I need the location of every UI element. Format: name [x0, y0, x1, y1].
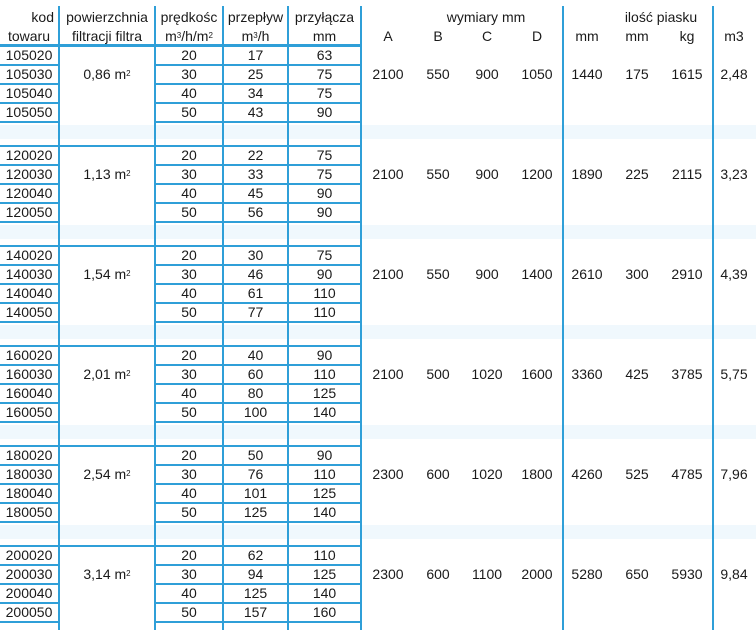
speed-value: 30: [181, 265, 197, 282]
flow-value: 62: [247, 546, 264, 563]
product-code: 105040: [5, 84, 53, 101]
filter-area: 0,86 m 2: [83, 65, 131, 82]
flow-value: 17: [247, 46, 264, 63]
speed-value: 20: [181, 346, 197, 363]
dim-a-value: 2300: [372, 565, 404, 582]
column-divider: [562, 6, 564, 630]
row-divider: [156, 521, 360, 523]
sand-m3-value: 9,84: [720, 565, 748, 582]
flow-value: 33: [247, 165, 264, 182]
dim-c-value: 1020: [471, 465, 503, 482]
row-divider: [0, 221, 58, 223]
flow-value: 94: [247, 565, 264, 582]
flow-value: 101: [243, 484, 268, 501]
product-code: 140030: [5, 265, 53, 282]
product-code: 120050: [5, 203, 53, 220]
header-towaru: towaru: [7, 28, 51, 44]
dim-a-value: 2100: [372, 265, 404, 282]
sand-kg-value: 1615: [671, 65, 703, 82]
dim-b-value: 600: [426, 465, 450, 482]
sand-m3-value: 4,39: [720, 265, 748, 282]
dim-c-value: 1100: [471, 565, 503, 582]
product-code: 200030: [5, 565, 53, 582]
flow-value: 43: [247, 103, 264, 120]
header-predkosc-unit: m 3 /h/m 2: [165, 28, 213, 44]
sand-mm2-value: 425: [625, 365, 649, 382]
connection-value: 140: [312, 584, 337, 601]
row-divider: [156, 621, 360, 623]
dim-b-value: 600: [426, 565, 450, 582]
speed-value: 40: [181, 84, 197, 101]
speed-value: 30: [181, 565, 197, 582]
sand-mm2-value: 650: [625, 565, 649, 582]
row-divider: [0, 621, 58, 623]
row-divider: [0, 521, 58, 523]
connection-value: 75: [316, 246, 333, 263]
row-divider: [156, 121, 360, 123]
speed-value: 50: [181, 403, 197, 420]
speed-value: 20: [181, 446, 197, 463]
flow-value: 30: [247, 246, 264, 263]
dim-c-value: 900: [475, 165, 499, 182]
connection-value: 140: [312, 503, 337, 520]
speed-value: 20: [181, 246, 197, 263]
product-code: 120040: [5, 184, 53, 201]
header-dim-c: C: [481, 28, 493, 44]
flow-value: 80: [247, 384, 264, 401]
row-divider: [0, 145, 360, 147]
connection-value: 140: [312, 403, 337, 420]
column-divider: [222, 6, 224, 630]
header-sand-mm1: mm: [575, 28, 599, 44]
dim-c-value: 1020: [471, 365, 503, 382]
sand-mm1-value: 1890: [571, 165, 603, 182]
flow-value: 34: [247, 84, 264, 101]
row-divider: [0, 121, 58, 123]
flow-value: 76: [247, 465, 264, 482]
flow-value: 46: [247, 265, 264, 282]
connection-value: 125: [312, 484, 337, 501]
speed-value: 20: [181, 546, 197, 563]
product-code: 200020: [5, 546, 53, 563]
dim-b-value: 550: [426, 65, 450, 82]
connection-value: 75: [316, 65, 333, 82]
product-code: 200050: [5, 603, 53, 620]
sand-kg-value: 2910: [671, 265, 703, 282]
connection-value: 110: [313, 303, 336, 320]
connection-value: 90: [316, 184, 333, 201]
sand-m3-value: 3,23: [720, 165, 748, 182]
connection-value: 110: [313, 284, 336, 301]
product-code: 120020: [5, 146, 53, 163]
filter-area: 2,54 m 2: [83, 465, 131, 482]
connection-value: 90: [316, 203, 333, 220]
sand-mm1-value: 2610: [571, 265, 603, 282]
flow-value: 50: [247, 446, 264, 463]
dim-b-value: 550: [426, 165, 450, 182]
speed-value: 50: [181, 103, 197, 120]
product-code: 105050: [5, 103, 53, 120]
speed-value: 30: [181, 165, 197, 182]
header-przeplyw-unit: m 3 /h: [241, 28, 270, 44]
flow-value: 125: [243, 503, 268, 520]
sand-mm2-value: 225: [625, 165, 649, 182]
group-separator: [0, 325, 756, 339]
product-code: 105020: [5, 46, 53, 63]
filter-area: 1,54 m 2: [83, 265, 131, 282]
connection-value: 125: [312, 565, 337, 582]
sand-kg-value: 5930: [671, 565, 703, 582]
flow-value: 56: [247, 203, 264, 220]
sand-mm1-value: 3360: [571, 365, 603, 382]
product-code: 200040: [5, 584, 53, 601]
speed-value: 40: [181, 184, 197, 201]
group-separator: [0, 125, 756, 139]
flow-value: 125: [243, 584, 268, 601]
dim-a-value: 2300: [372, 465, 404, 482]
speed-value: 40: [181, 584, 197, 601]
filter-area: 3,14 m 2: [83, 565, 131, 582]
row-divider: [156, 321, 360, 323]
header-dim-b: B: [433, 28, 443, 44]
product-code: 180030: [5, 465, 53, 482]
speed-value: 20: [181, 146, 197, 163]
speed-value: 30: [181, 65, 197, 82]
connection-value: 90: [316, 265, 333, 282]
speed-value: 50: [181, 203, 197, 220]
connection-value: 75: [316, 84, 333, 101]
header-dim-d: D: [531, 28, 543, 44]
sand-kg-value: 3785: [671, 365, 703, 382]
header-sand-m3: m3: [724, 28, 744, 44]
flow-value: 45: [247, 184, 264, 201]
dim-d-value: 2000: [521, 565, 553, 582]
flow-value: 25: [247, 65, 264, 82]
dim-c-value: 900: [475, 265, 499, 282]
connection-value: 63: [316, 46, 333, 63]
sand-mm1-value: 4260: [571, 465, 603, 482]
row-divider: [0, 321, 58, 323]
connection-value: 90: [316, 346, 333, 363]
column-divider: [287, 6, 289, 630]
sand-mm2-value: 300: [625, 265, 649, 282]
dim-c-value: 900: [475, 65, 499, 82]
column-divider: [154, 6, 156, 630]
connection-value: 90: [316, 103, 333, 120]
dim-a-value: 2100: [372, 365, 404, 382]
sand-m3-value: 5,75: [720, 365, 748, 382]
filter-area: 1,13 m 2: [83, 165, 131, 182]
row-divider: [0, 421, 58, 423]
connection-value: 110: [313, 546, 336, 563]
header-kod: kod: [31, 8, 54, 25]
product-code: 180020: [5, 446, 53, 463]
speed-value: 50: [181, 603, 197, 620]
header-predkosc: prędkośc: [160, 8, 218, 25]
column-divider: [58, 6, 60, 630]
dim-d-value: 1400: [521, 265, 553, 282]
header-powierzchnia: powierzchnia: [66, 8, 148, 25]
connection-value: 110: [313, 365, 336, 382]
row-divider: [156, 221, 360, 223]
header-ilosc-piasku: ilość piasku: [624, 8, 698, 25]
group-separator: [0, 225, 756, 239]
flow-value: 60: [247, 365, 264, 382]
row-divider: [0, 545, 360, 547]
product-code: 160030: [5, 365, 53, 382]
product-code: 140020: [5, 246, 53, 263]
speed-value: 40: [181, 484, 197, 501]
speed-value: 40: [181, 284, 197, 301]
flow-value: 77: [247, 303, 264, 320]
dim-a-value: 2100: [372, 65, 404, 82]
header-sand-kg: kg: [679, 28, 695, 44]
dim-b-value: 550: [426, 265, 450, 282]
connection-value: 90: [316, 446, 333, 463]
dim-d-value: 1600: [521, 365, 553, 382]
sand-m3-value: 2,48: [720, 65, 748, 82]
header-przylacza: przyłącza: [294, 8, 355, 25]
connection-value: 110: [313, 465, 336, 482]
product-code: 140050: [5, 303, 53, 320]
column-divider: [712, 6, 714, 630]
group-separator: [0, 525, 756, 539]
product-code: 160040: [5, 384, 53, 401]
sand-mm1-value: 5280: [571, 565, 603, 582]
dim-a-value: 2100: [372, 165, 404, 182]
flow-value: 157: [243, 603, 268, 620]
connection-value: 75: [316, 165, 333, 182]
sand-mm2-value: 175: [625, 65, 649, 82]
dim-d-value: 1200: [521, 165, 553, 182]
speed-value: 50: [181, 503, 197, 520]
speed-value: 50: [181, 303, 197, 320]
dim-b-value: 500: [426, 365, 450, 382]
flow-value: 61: [247, 284, 264, 301]
connection-value: 75: [316, 146, 333, 163]
row-divider: [0, 445, 360, 447]
flow-value: 100: [243, 403, 268, 420]
speed-value: 30: [181, 465, 197, 482]
speed-value: 20: [181, 46, 197, 63]
product-code: 140040: [5, 284, 53, 301]
flow-value: 22: [247, 146, 264, 163]
header-wymiary: wymiary mm: [446, 8, 526, 25]
row-divider: [0, 245, 360, 247]
sand-m3-value: 7,96: [720, 465, 748, 482]
flow-value: 40: [247, 346, 264, 363]
connection-value: 125: [312, 384, 337, 401]
column-divider: [360, 6, 362, 630]
header-filtracji: filtracji filtra: [71, 28, 142, 44]
product-code: 180040: [5, 484, 53, 501]
sand-kg-value: 4785: [671, 465, 703, 482]
sand-mm2-value: 525: [625, 465, 649, 482]
header-sand-mm2: mm: [625, 28, 649, 44]
speed-value: 40: [181, 384, 197, 401]
header-przylacza-unit: mm: [312, 28, 337, 44]
product-code: 160020: [5, 346, 53, 363]
sand-kg-value: 2115: [671, 165, 703, 182]
group-separator: [0, 425, 756, 439]
row-divider: [0, 345, 360, 347]
product-code: 160050: [5, 403, 53, 420]
speed-value: 30: [181, 365, 197, 382]
header-przeplyw: przepływ: [227, 8, 284, 25]
connection-value: 160: [312, 603, 337, 620]
dim-d-value: 1050: [521, 65, 553, 82]
header-dim-a: A: [383, 28, 393, 44]
sand-mm1-value: 1440: [571, 65, 603, 82]
row-divider: [156, 421, 360, 423]
product-code: 180050: [5, 503, 53, 520]
product-code: 105030: [5, 65, 53, 82]
row-divider: [0, 45, 360, 47]
filter-area: 2,01 m 2: [83, 365, 131, 382]
product-code: 120030: [5, 165, 53, 182]
dim-d-value: 1800: [521, 465, 553, 482]
